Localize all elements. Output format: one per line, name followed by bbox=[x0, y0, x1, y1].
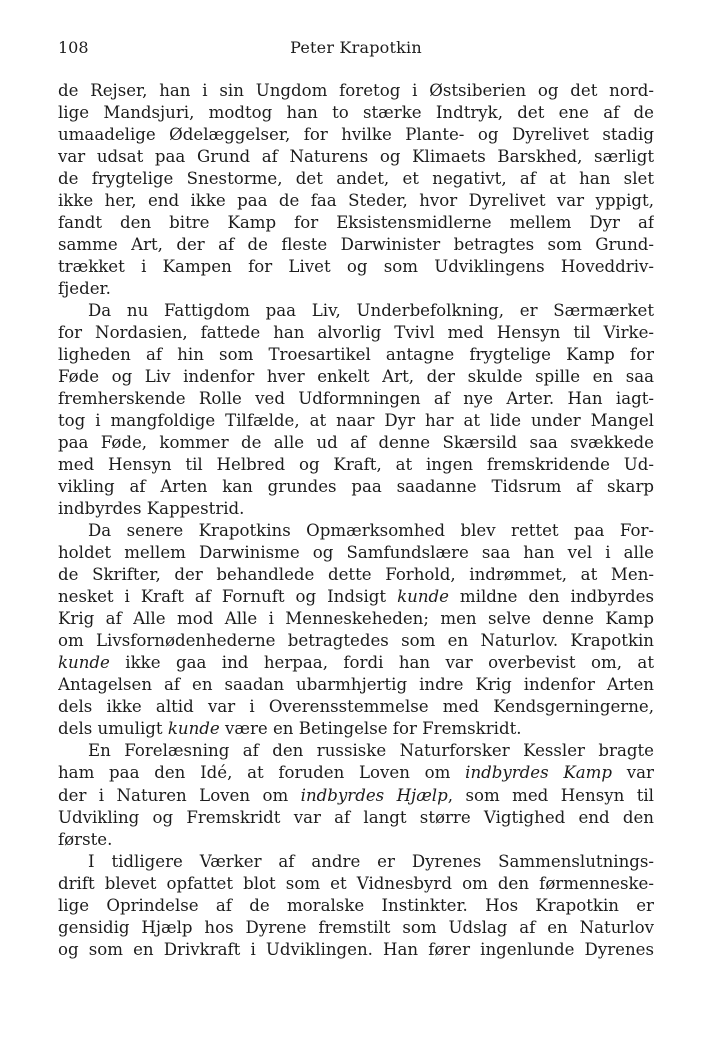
text-line: dels umuligt kunde være en Betingelse for Fremskridt. bbox=[58, 719, 522, 739]
paragraph-first-line: En Forelæsning af den russiske Naturforsker Kessler bragte bbox=[88, 741, 654, 761]
text-line: gensidig Hjælp hos Dyrene fremstilt som Udslag af en Naturlov bbox=[58, 917, 654, 937]
text-line: samme Art, der af de fleste Darwinister betragtes som Grund- bbox=[58, 235, 654, 255]
text-line: paa Føde, kommer de alle ud af denne Skærsild saa svækkede bbox=[58, 433, 654, 453]
text-line: tog i mangfoldige Tilfælde, at naar Dyr har at lide under Mangel bbox=[58, 411, 654, 431]
text-line: de frygtelige Snestorme, det andet, et negativt, af at han slet bbox=[58, 169, 654, 189]
emphasis: indbyrdes Kamp bbox=[465, 763, 613, 783]
page-number: 108 bbox=[58, 38, 89, 57]
text-line: der i Naturen Loven om indbyrdes Hjælp, som med Hensyn til bbox=[58, 785, 654, 805]
emphasis: kunde bbox=[397, 587, 449, 607]
text-line: med Hensyn til Helbred og Kraft, at ingen fremskridende Ud- bbox=[58, 455, 654, 475]
text-line: vikling af Arten kan grundes paa saadanne Tidsrum af skarp bbox=[58, 477, 654, 497]
text-line: lige Mandsjuri, modtog han to stærke Indtryk, det ene af de bbox=[58, 103, 654, 123]
text-line: drift blevet opfattet blot som et Vidnesbyrd om den førmenneske- bbox=[58, 873, 654, 893]
emphasis: kunde bbox=[58, 653, 110, 673]
text-line: for Nordasien, fattede han alvorlig Tvivl med Hensyn til Virke- bbox=[58, 323, 654, 343]
text-line: første. bbox=[58, 829, 113, 849]
text-line: fandt den bitre Kamp for Eksistensmidlerne mellem Dyr af bbox=[58, 213, 654, 233]
text-line: lige Oprindelse af de moralske Instinkter. Hos Krapotkin er bbox=[58, 895, 654, 915]
emphasis: kunde bbox=[167, 719, 220, 739]
text-line: umaadelige Ødelæggelser, for hvilke Plante- og Dyrelivet stadig bbox=[58, 125, 654, 145]
paragraph-first-line: Da nu Fattigdom paa Liv, Underbefolkning, er Særmærket bbox=[88, 301, 654, 321]
text-line: ham paa den Idé, at foruden Loven om indbyrdes Kamp var bbox=[58, 763, 654, 783]
text-line: kunde ikke gaa ind herpaa, fordi han var overbevist om, at bbox=[58, 653, 654, 673]
text-line: og som en Drivkraft i Udviklingen. Han fører ingenlunde Dyrenes bbox=[58, 939, 654, 959]
text-line: Antagelsen af en saadan ubarmhjertig indre Krig indenfor Arten bbox=[58, 675, 654, 695]
text-line: om Livsfornødenhederne betragtedes som en Naturlov. Krapotkin bbox=[58, 631, 654, 651]
text-line: ikke her, end ikke paa de faa Steder, hvor Dyrelivet var yppigt, bbox=[58, 191, 654, 211]
paragraph-first-line: Da senere Krapotkins Opmærksomhed blev rettet paa For- bbox=[88, 521, 654, 541]
text-line: indbyrdes Kappestrid. bbox=[58, 499, 245, 519]
text-line: de Rejser, han i sin Ungdom foretog i Østsiberien og det nord- bbox=[58, 81, 654, 100]
text-line: var udsat paa Grund af Naturens og Klimaets Barskhed, særligt bbox=[58, 147, 654, 167]
emphasis: indbyrdes Hjælp bbox=[300, 785, 448, 805]
text-line: fremherskende Rolle ved Udformningen af nye Arter. Han iagt- bbox=[58, 389, 654, 409]
text-line: dels ikke altid var i Overensstemmelse med Kendsgerningerne, bbox=[58, 697, 654, 717]
paragraph-first-line: I tidligere Værker af andre er Dyrenes Sammenslutnings- bbox=[88, 851, 654, 871]
running-title: Peter Krapotkin bbox=[290, 38, 422, 57]
body-text bbox=[58, 80, 654, 961]
text-line: Krig af Alle mod Alle i Menneskeheden; men selve denne Kamp bbox=[58, 609, 654, 629]
text-line: ligheden af hin som Troesartikel antagne frygtelige Kamp for bbox=[58, 345, 654, 365]
text-line: trækket i Kampen for Livet og som Udviklingens Hoveddriv- bbox=[58, 257, 654, 277]
text-line: holdet mellem Darwinisme og Samfundslære saa han vel i alle bbox=[58, 543, 654, 563]
text-line: fjeder. bbox=[58, 279, 111, 299]
text-line: Udvikling og Fremskridt var af langt større Vigtighed end den bbox=[58, 807, 654, 827]
text-line: Føde og Liv indenfor hver enkelt Art, der skulde spille en saa bbox=[58, 367, 654, 387]
text-line: de Skrifter, der behandlede dette Forhold, indrømmet, at Men- bbox=[58, 565, 654, 585]
text-line: nesket i Kraft af Fornuft og Indsigt kunde mildne den indbyrdes bbox=[58, 587, 654, 607]
running-head bbox=[58, 38, 654, 58]
